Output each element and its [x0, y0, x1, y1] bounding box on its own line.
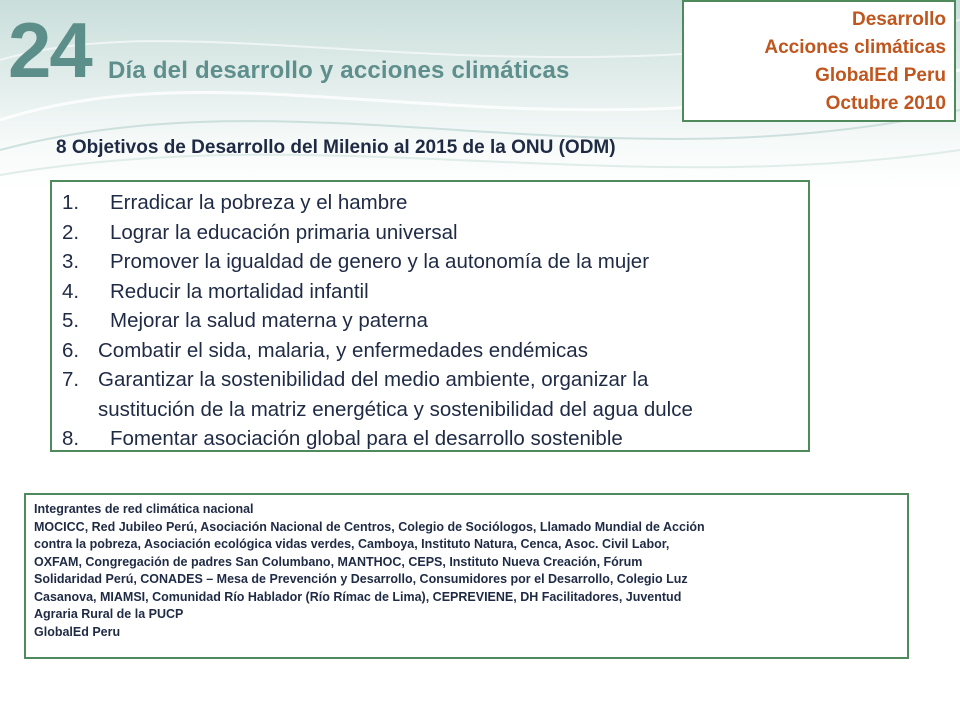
goal-text: Mejorar la salud materna y paterna [110, 309, 428, 332]
members-line: Casanova, MIAMSI, Comunidad Río Hablador (Río Rímac de Lima), CEPREVIENE, DH Facilitadores, Juventud [34, 589, 682, 604]
network-members-box [24, 493, 909, 659]
corner-line-topic: Desarrollo [852, 9, 946, 30]
members-line: GlobalEd Peru [34, 624, 121, 639]
members-line: contra la pobreza, Asociación ecológica vidas verdes, Camboya, Instituto Natura, Cenca, Asoc. Civil Labor, [34, 537, 670, 551]
goal-number: 8. [62, 427, 80, 450]
corner-line-organization: GlobalEd Peru [815, 65, 946, 86]
slide-number: 24 [8, 6, 91, 94]
goal-number: 3. [62, 250, 80, 273]
goal-item-2 [62, 218, 808, 248]
goal-text: Erradicar la pobreza y el hambre [110, 191, 408, 214]
goal-text: Promover la igualdad de genero y la autonomía de la mujer [110, 250, 650, 273]
goal-text: Combatir el sida, malaria, y enfermedades endémicas [98, 338, 588, 362]
members-line: OXFAM, Congregación de padres San Columbano, MANTHOC, CEPS, Instituto Nueva Creación, Fórum [34, 554, 643, 569]
corner-info-box [682, 0, 956, 122]
goal-number: 4. [62, 279, 80, 303]
goal-item-7 [62, 365, 808, 395]
goals-list-box [50, 180, 810, 452]
corner-line-subtopic: Acciones climáticas [764, 37, 946, 58]
members-line: Solidaridad Perú, CONADES – Mesa de Prevención y Desarrollo, Consumidores por el Desarrollo, Colegio Luz [34, 572, 688, 586]
goal-number: 6. [62, 338, 80, 362]
page-title: Día del desarrollo y acciones climáticas [108, 57, 570, 84]
goal-number: 1. [62, 191, 80, 214]
section-subtitle: 8 Objetivos de Desarrollo del Milenio al 2015 de la ONU (ODM) [56, 137, 616, 158]
goal-item-3 [62, 247, 808, 277]
goal-text: Fomentar asociación global para el desarrollo sostenible [110, 427, 623, 450]
goal-item-1 [62, 188, 808, 218]
goal-text: Garantizar la sostenibilidad del medio ambiente, organizar la [98, 368, 649, 391]
goal-item-5 [62, 306, 808, 336]
members-line: Agraria Rural de la PUCP [34, 607, 184, 621]
goal-text-continuation: sustitución de la matriz energética y sostenibilidad del agua dulce [98, 397, 693, 421]
goal-item-4 [62, 277, 808, 307]
goal-item-8 [62, 424, 808, 454]
goal-item-7-continuation [62, 395, 808, 425]
goal-item-6 [62, 336, 808, 366]
corner-line-date: Octubre 2010 [825, 93, 946, 114]
goal-number: 5. [62, 309, 80, 332]
goal-text: Reducir la mortalidad infantil [110, 279, 369, 303]
goal-number: 2. [62, 220, 80, 244]
members-heading: Integrantes de red climática nacional [34, 502, 254, 516]
members-line: MOCICC, Red Jubileo Perú, Asociación Nacional de Centros, Colegio de Sociólogos, Llamado Mundial de Acción [34, 519, 705, 534]
goal-text: Lograr la educación primaria universal [110, 220, 458, 244]
goal-number: 7. [62, 368, 80, 391]
